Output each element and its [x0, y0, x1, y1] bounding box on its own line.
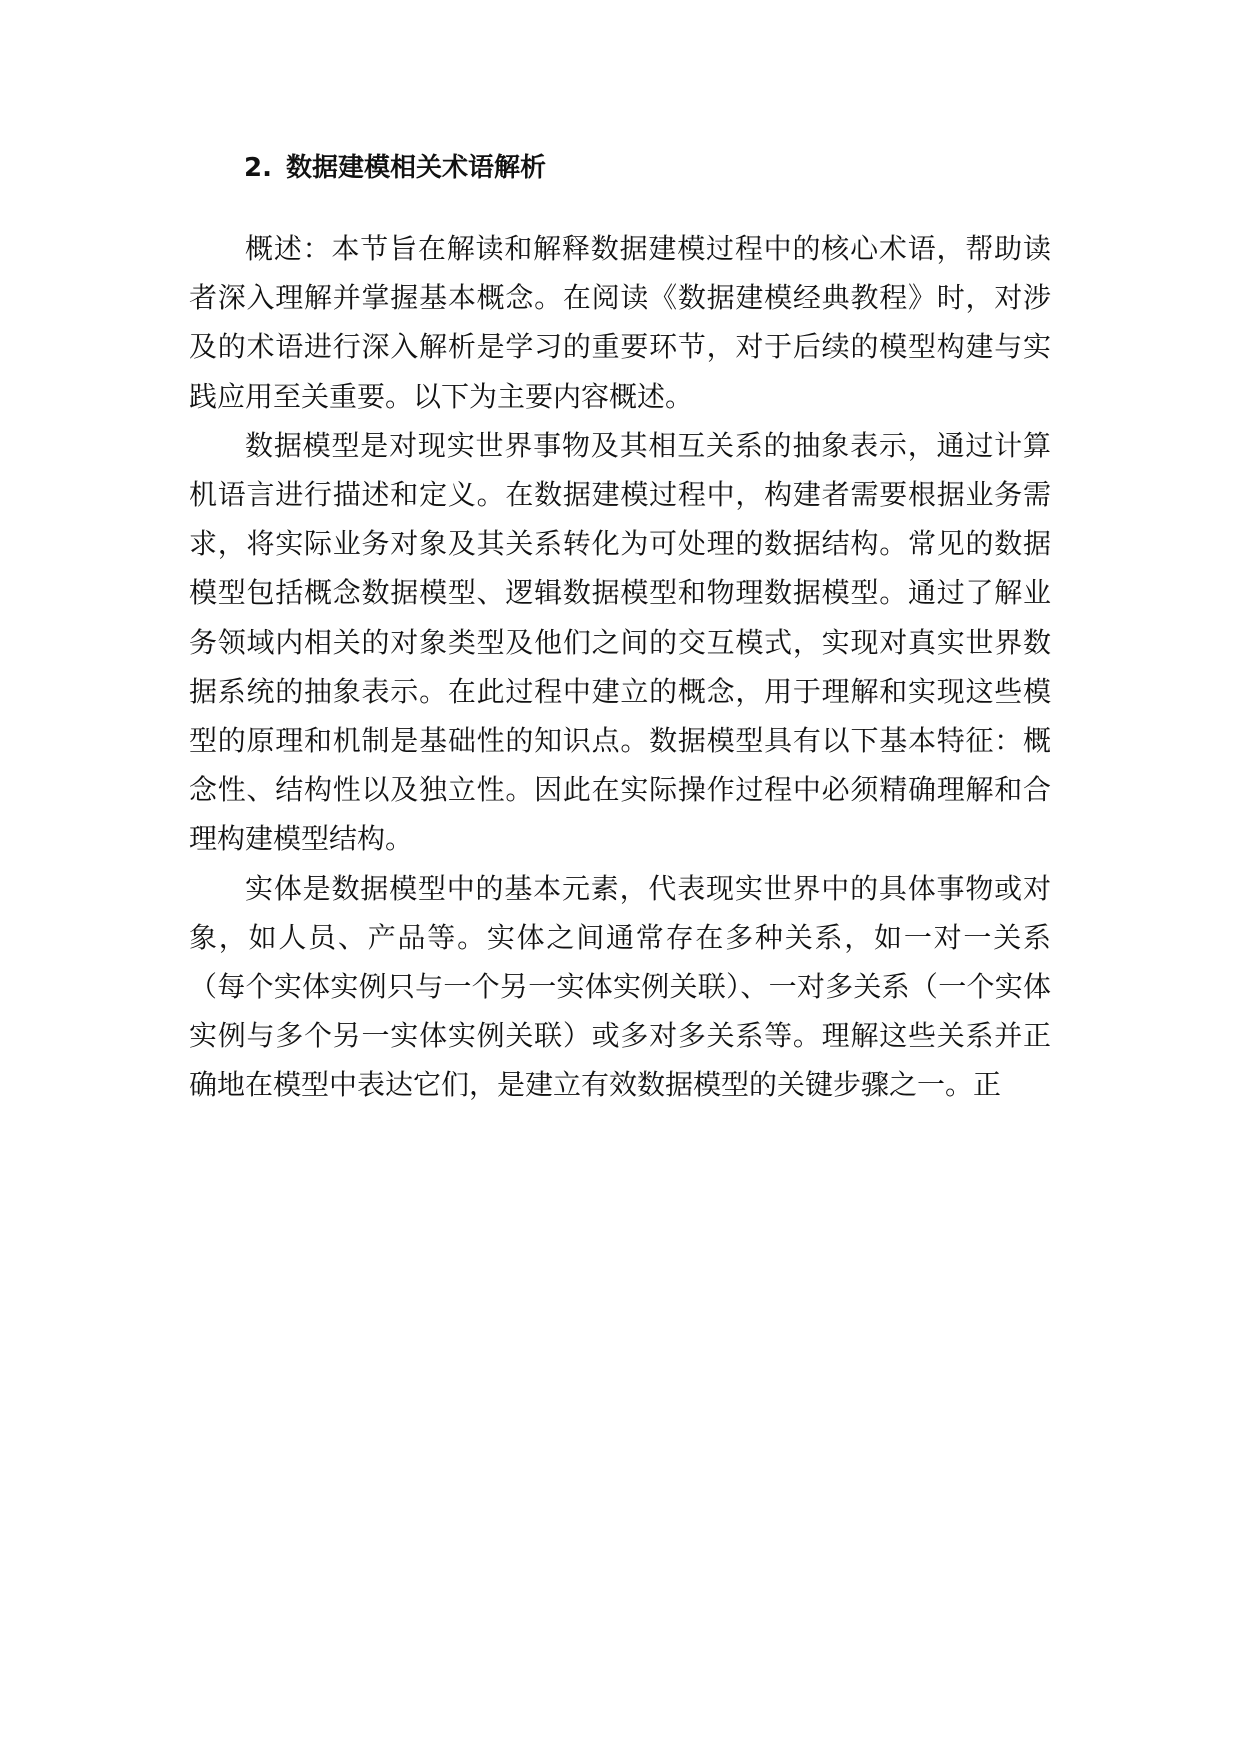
- section-title: 数据建模相关术语解析: [285, 153, 546, 183]
- section-number: 2.: [244, 153, 272, 183]
- paragraph-overview: 概述：本节旨在解读和解释数据建模过程中的核心术语，帮助读者深入理解并掌握基本概念。在阅读《数据建模经典教程》时，对涉及的术语进行深入解析是学习的重要环节，对于后续的模型构建与实践应用至关重要。以下为主要内容概述。: [189, 232, 1051, 413]
- body-text: [189, 224, 1051, 1110]
- section-heading: [244, 148, 546, 188]
- paragraph-entity: 实体是数据模型中的基本元素，代表现实世界中的具体事物或对象，如人员、产品等。实体之间通常存在多种关系，如一对一关系（每个实体实例只与一个另一实体实例关联）、一对多关系（一个实体实例与多个另一实体实例关联）或多对多关系等。理解这些关系并正确地在模型中表达它们，是建立有效数据模型的关键步骤之一。正: [189, 871, 1051, 1102]
- paragraph-data-model: 数据模型是对现实世界事物及其相互关系的抽象表示，通过计算机语言进行描述和定义。在数据建模过程中，构建者需要根据业务需求，将实际业务对象及其关系转化为可处理的数据结构。常见的数据模型包括概念数据模型、逻辑数据模型和物理数据模型。通过了解业务领域内相关的对象类型及他们之间的交互模式，实现对真实世界数据系统的抽象表示。在此过程中建立的概念，用于理解和实现这些模型的原理和机制是基础性的知识点。数据模型具有以下基本特征：概念性、结构性以及独立性。因此在实际操作过程中必须精确理解和合理构建模型结构。: [189, 428, 1051, 856]
